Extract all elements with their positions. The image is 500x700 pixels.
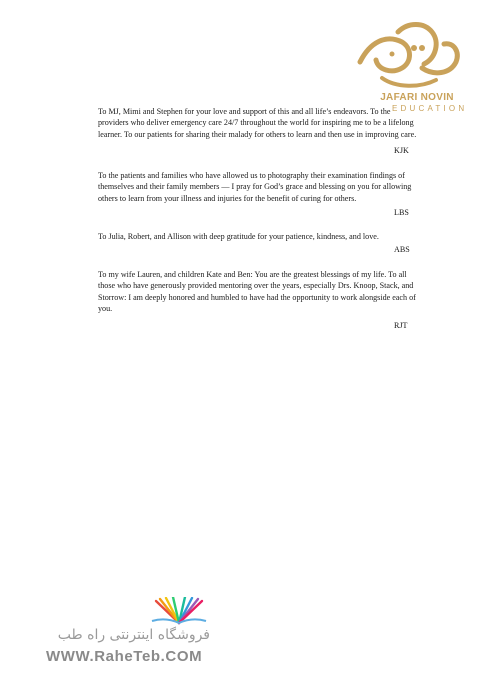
dedication-text-rjt: To my wife Lauren, and children Kate and Ben: You are the greatest blessings of my life. To all those who have generously provided mentoring over the years, especially Drs. Knoop, Stack, and Storrow: I am deeply honored and humbled to have had the opportunity to work alongside each of you. [98,270,416,313]
publisher-logo-name: JAFARI NOVIN [380,92,454,103]
dedication-initials-lbs: LBS [394,208,409,217]
watermark-url: WWW.RaheTeb.COM [46,648,203,665]
watermark-store-name: فروشگاه اینترنتی راه طب [57,627,210,643]
publisher-logo-subtitle: EDUCATION [392,104,468,113]
dedication-text-kjk: To MJ, Mimi and Stephen for your love and support of this and all life’s endeavors. To the providers who deliver emergency care 24/7 throughout the world for inspiring me to be a lifelong learner. To our patients for sharing their malady for others to learn and then use in improving care. [98,107,417,139]
dedication-initials-abs: ABS [394,245,410,254]
dedication-text-lbs: To the patients and families who have allowed us to photography their examination findings of themselves and their family members — I pray for God’s grace and blessing on you for allowing others to learn from your illness and injuries for the benefit of curing for others. [98,171,412,203]
dedication-initials-kjk: KJK [394,146,409,155]
dedication-initials-rjt: RJT [394,321,408,330]
open-book-rainbow-icon [146,597,212,625]
dedication-text-abs: To Julia, Robert, and Allison with deep gratitude for your patience, kindness, and love. [98,232,379,241]
publisher-logo-icon [352,18,462,92]
